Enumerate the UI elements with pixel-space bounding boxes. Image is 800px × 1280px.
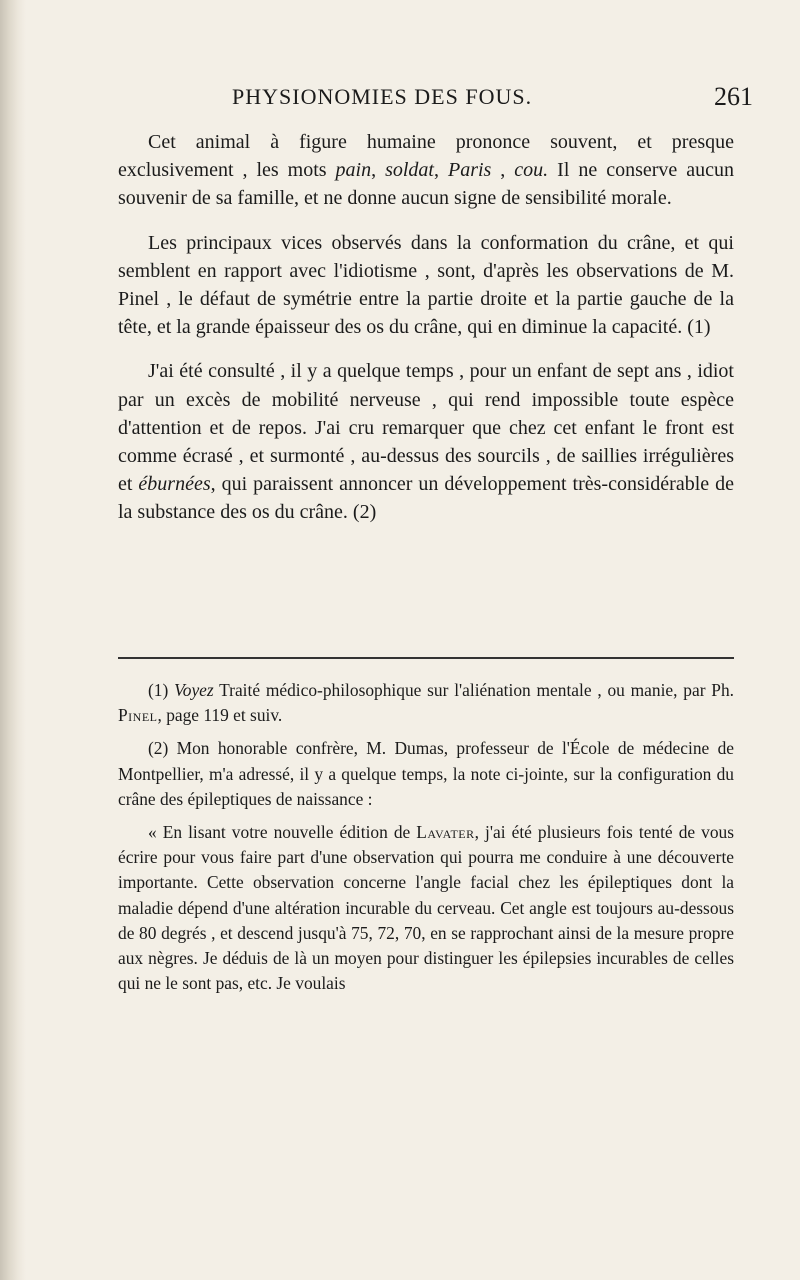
separator-3: , [491,159,515,182]
footnote-2-quote [118,820,734,996]
footnote-1-text-b: , page 119 et suiv. [157,705,283,726]
page-number: 261 [714,82,753,111]
paragraph-3-text-a: J'ai été consulté , il y a quelque temps , pour un enfant de sept ans , idiot par un excès de mobilité nerveuse , qui rend impossible toute espèce d'attention et de repos. J'ai cru remarquer que chez cet enfant le front est comme écrasé , et surmonté , au-dessus des sourcils , de saillies irrégulières et [118,360,734,496]
footnotes [118,678,734,996]
footnote-1 [118,678,734,728]
footnote-2: (2) Mon honorable confrère, M. Dumas, professeur de l'École de médecine de Montpellier, m'a adressé, il y a quelque temps, la note ci-jointe, sur la configuration du crâne des épileptiques de naissance : [118,738,734,809]
italic-word-soldat: soldat [385,159,434,182]
binding-shadow [0,0,26,1280]
italic-word-pain: pain [335,159,372,182]
separator-1: , [371,159,386,182]
footnote-1-text-a: Traité médico-philosophique sur l'aliénation mentale , ou manie, par Ph. [213,680,734,700]
paragraph-1 [118,128,734,213]
main-text [118,128,734,527]
author-name-lavater: Lavater [416,822,475,843]
italic-word-paris: Paris [447,159,492,182]
paragraph-1-text-a: Cet animal à figure humaine prononce souvent, et presque exclusivement , les mots [118,131,734,182]
italic-word-cou: cou. [514,159,549,182]
paragraph-2: Les principaux vices observés dans la conformation du crâne, et qui semblent en rapport avec l'idiotisme , sont, d'après les observations de M. Pinel , le défaut de symétrie entre la partie droite et la partie gauche de la tête, et la grande épaisseur des os du crâne, qui en diminue la capacité. (1) [118,231,734,339]
footnote-rule [118,657,734,659]
paragraph-1-text-b: Il ne conserve aucun souvenir de sa famille, et ne donne aucun signe de sensibilité morale. [118,159,735,210]
italic-word-eburnees: éburnées [138,473,211,496]
paragraph-3 [118,357,734,526]
footnote-1-italic: Voyez [174,680,214,700]
quote-text-a: « En lisant votre nouvelle édition de [148,822,417,843]
running-title: PHYSIONOMIES DES FOUS. [232,84,533,109]
paragraph-3-text-b: , qui paraissent annoncer un développement très-considérable de la substance des os du crâne. (2) [118,473,734,524]
footnote-1-marker: (1) [148,680,175,700]
quote-text-b: , j'ai été plusieurs fois tenté de vous écrire pour vous faire part d'une observation qui pourra me conduire à une découverte importante. Cette observation concerne l'angle facial chez les épileptiques dont la maladie dépend d'une altération incurable du cerveau. Cet angle est toujours au-dessous de 80 degrés , et descend jusqu'à 75, 72, 70, en se rapprochant ainsi de la mesure propre aux nègres. Je déduis de là un moyen pour distinguer les épilepsies incurables de celles qui ne le sont pas, etc. Je voulais [118,822,734,994]
author-name-pinel: Pinel [118,705,158,726]
separator-2: , [434,159,448,182]
